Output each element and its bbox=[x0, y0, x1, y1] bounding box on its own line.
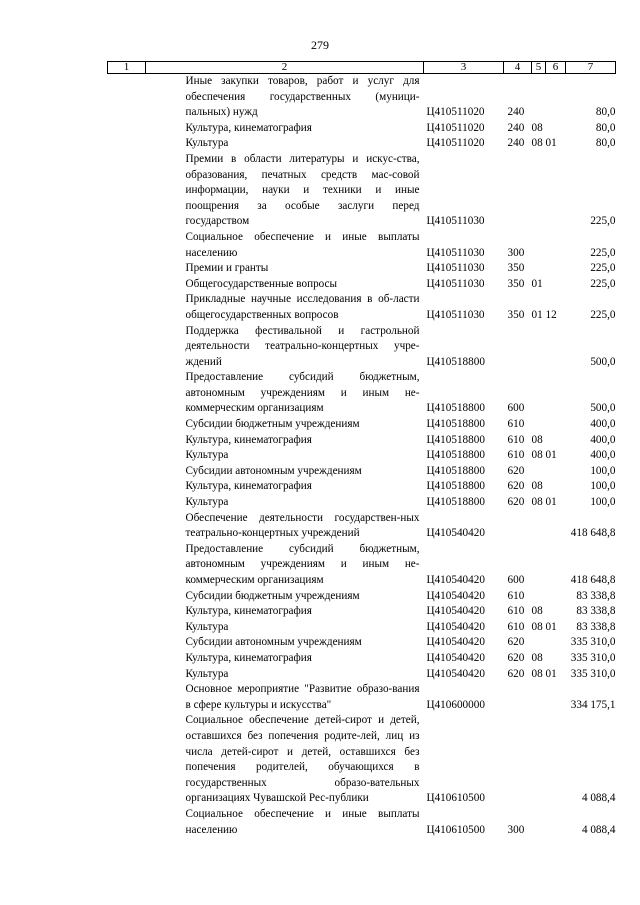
row-amount: 500,0 bbox=[590, 355, 616, 368]
row-col-1 bbox=[108, 807, 146, 838]
table-row bbox=[108, 74, 616, 121]
row-expense-type: 620 bbox=[507, 464, 525, 477]
row-expense-type bbox=[504, 682, 532, 713]
row-expense-type: 610 bbox=[507, 418, 525, 431]
header-col-1: 1 bbox=[108, 62, 146, 74]
header-col-2: 2 bbox=[146, 62, 424, 74]
table-row bbox=[108, 370, 616, 417]
row-code: Ц410518800 bbox=[426, 418, 485, 431]
row-expense-type: 350 bbox=[507, 277, 525, 290]
row-code: Ц410511030 bbox=[426, 262, 485, 275]
row-expense-type: 350 bbox=[507, 262, 525, 275]
row-section: 08 bbox=[531, 651, 543, 664]
table-row bbox=[108, 464, 616, 480]
table-row bbox=[108, 292, 616, 323]
row-code: Ц410540420 bbox=[426, 605, 485, 618]
row-amount: 80,0 bbox=[595, 121, 616, 134]
table-row bbox=[108, 230, 616, 261]
row-name: Субсидии автономным учреждениям bbox=[185, 464, 362, 477]
row-section bbox=[532, 152, 546, 230]
row-subsection bbox=[546, 604, 566, 620]
row-section bbox=[532, 635, 546, 651]
row-expense-type: 620 bbox=[507, 651, 525, 664]
row-name: Предоставление субсидий бюджетным, автономным учреждениям и иным не-коммерческим организациям bbox=[185, 371, 420, 415]
table-row bbox=[108, 495, 616, 511]
row-col-1 bbox=[108, 713, 146, 807]
row-subsection bbox=[546, 277, 566, 293]
row-section: 08 bbox=[531, 496, 543, 509]
row-col-1 bbox=[108, 542, 146, 589]
row-subsection: 01 bbox=[545, 667, 557, 680]
row-section: 01 bbox=[531, 308, 543, 321]
row-code: Ц410540420 bbox=[426, 527, 485, 540]
table-row bbox=[108, 511, 616, 542]
row-expense-type: 350 bbox=[507, 308, 525, 321]
header-row bbox=[108, 62, 616, 74]
table-row bbox=[108, 261, 616, 277]
row-expense-type: 300 bbox=[507, 246, 525, 259]
row-col-1 bbox=[108, 479, 146, 495]
header-col-7: 7 bbox=[566, 62, 616, 74]
row-section bbox=[532, 589, 546, 605]
row-code: Ц410511030 bbox=[426, 277, 485, 290]
row-expense-type: 240 bbox=[507, 121, 525, 134]
row-subsection bbox=[546, 479, 566, 495]
row-code: Ц410518800 bbox=[426, 449, 485, 462]
row-code: Ц410518800 bbox=[426, 480, 485, 493]
row-name: Социальное обеспечение детей-сирот и детей, оставшихся без попечения родите-лей, лиц из числа детей-сирот и детей, оставшихся без попечения родителей, обучающихся в государственных образо-вательных организациях Чувашской Рес-публики bbox=[185, 714, 420, 805]
row-name: Культура bbox=[185, 496, 229, 509]
row-code: Ц410518800 bbox=[426, 464, 485, 477]
table-row bbox=[108, 448, 616, 464]
row-subsection bbox=[546, 511, 566, 542]
table-row bbox=[108, 604, 616, 620]
row-section: 08 bbox=[531, 667, 543, 680]
row-section bbox=[532, 370, 546, 417]
table-row bbox=[108, 121, 616, 137]
row-subsection bbox=[546, 324, 566, 371]
table-row bbox=[108, 136, 616, 152]
row-subsection bbox=[546, 682, 566, 713]
row-name: Премии и гранты bbox=[185, 262, 269, 275]
row-section: 08 bbox=[531, 433, 543, 446]
row-amount: 400,0 bbox=[590, 449, 616, 462]
row-subsection bbox=[546, 713, 566, 807]
row-code: Ц410511020 bbox=[426, 106, 485, 119]
table-row bbox=[108, 713, 616, 807]
row-amount: 100,0 bbox=[590, 464, 616, 477]
row-col-1 bbox=[108, 74, 146, 121]
row-name: Культура, кинематография bbox=[185, 605, 312, 618]
row-code: Ц410518800 bbox=[426, 355, 485, 368]
page-number: 279 bbox=[311, 38, 329, 52]
row-amount: 83 338,8 bbox=[576, 605, 616, 618]
header-col-5: 5 bbox=[532, 62, 546, 74]
row-amount: 335 310,0 bbox=[570, 636, 616, 649]
row-col-1 bbox=[108, 370, 146, 417]
row-expense-type: 300 bbox=[507, 823, 525, 836]
row-code: Ц410511030 bbox=[426, 246, 485, 259]
row-subsection: 12 bbox=[545, 308, 557, 321]
row-expense-type: 600 bbox=[507, 402, 525, 415]
row-amount: 83 338,8 bbox=[576, 620, 616, 633]
row-expense-type: 620 bbox=[507, 667, 525, 680]
row-subsection: 01 bbox=[545, 620, 557, 633]
row-amount: 500,0 bbox=[590, 402, 616, 415]
row-code: Ц410518800 bbox=[426, 433, 485, 446]
row-col-1 bbox=[108, 495, 146, 511]
row-code: Ц410511020 bbox=[426, 121, 485, 134]
row-amount: 80,0 bbox=[595, 106, 616, 119]
row-name: Культура bbox=[185, 137, 229, 150]
row-expense-type: 240 bbox=[507, 137, 525, 150]
row-col-1 bbox=[108, 417, 146, 433]
row-name: Предоставление субсидий бюджетным, автономным учреждениям и иным не-коммерческим организациям bbox=[185, 542, 420, 586]
row-subsection bbox=[546, 542, 566, 589]
row-subsection bbox=[546, 807, 566, 838]
row-section bbox=[532, 807, 546, 838]
row-amount: 4 088,4 bbox=[581, 792, 616, 805]
row-amount: 400,0 bbox=[590, 433, 616, 446]
row-code: Ц410511030 bbox=[426, 215, 485, 228]
row-name: Культура bbox=[185, 667, 229, 680]
row-section bbox=[532, 511, 546, 542]
row-section bbox=[532, 261, 546, 277]
row-code: Ц410610500 bbox=[426, 823, 485, 836]
row-section bbox=[532, 230, 546, 261]
row-col-1 bbox=[108, 152, 146, 230]
row-amount: 335 310,0 bbox=[570, 667, 616, 680]
row-col-1 bbox=[108, 604, 146, 620]
table-row bbox=[108, 324, 616, 371]
row-expense-type bbox=[504, 152, 532, 230]
row-section: 08 bbox=[531, 137, 543, 150]
table-header bbox=[108, 62, 616, 74]
row-col-1 bbox=[108, 136, 146, 152]
row-name: Культура, кинематография bbox=[185, 651, 312, 664]
row-name: Социальное обеспечение и иные выплаты населению bbox=[185, 230, 420, 259]
row-subsection bbox=[546, 230, 566, 261]
row-name: Субсидии бюджетным учреждениям bbox=[185, 589, 360, 602]
row-name: Культура bbox=[185, 449, 229, 462]
row-amount: 100,0 bbox=[590, 496, 616, 509]
row-expense-type: 610 bbox=[507, 605, 525, 618]
row-expense-type: 620 bbox=[507, 480, 525, 493]
row-subsection: 01 bbox=[545, 449, 557, 462]
row-section bbox=[532, 542, 546, 589]
row-subsection bbox=[546, 152, 566, 230]
row-amount: 334 175,1 bbox=[570, 698, 616, 711]
row-col-1 bbox=[108, 261, 146, 277]
row-amount: 225,0 bbox=[590, 262, 616, 275]
row-code: Ц410540420 bbox=[426, 620, 485, 633]
row-subsection bbox=[546, 74, 566, 121]
row-expense-type: 610 bbox=[507, 589, 525, 602]
row-expense-type: 610 bbox=[507, 620, 525, 633]
row-amount: 225,0 bbox=[590, 246, 616, 259]
row-col-1 bbox=[108, 277, 146, 293]
row-col-1 bbox=[108, 121, 146, 137]
row-code: Ц410540420 bbox=[426, 589, 485, 602]
row-section bbox=[532, 464, 546, 480]
row-section bbox=[532, 74, 546, 121]
row-code: Ц410518800 bbox=[426, 402, 485, 415]
row-name: Общегосударственные вопросы bbox=[185, 277, 338, 290]
table-row bbox=[108, 589, 616, 605]
row-expense-type: 600 bbox=[507, 574, 525, 586]
row-name: Субсидии бюджетным учреждениям bbox=[185, 418, 360, 431]
row-amount: 418 648,8 bbox=[570, 574, 616, 586]
row-expense-type bbox=[504, 511, 532, 542]
row-amount: 418 648,8 bbox=[570, 527, 616, 540]
row-col-1 bbox=[108, 292, 146, 323]
header-col-3: 3 bbox=[424, 62, 504, 74]
row-code: Ц410540420 bbox=[426, 667, 485, 680]
row-col-1 bbox=[108, 635, 146, 651]
row-col-1 bbox=[108, 464, 146, 480]
table-row bbox=[108, 417, 616, 433]
row-name: Культура, кинематография bbox=[185, 480, 312, 493]
row-col-1 bbox=[108, 589, 146, 605]
row-col-1 bbox=[108, 433, 146, 449]
header-col-4: 4 bbox=[504, 62, 532, 74]
row-section: 08 bbox=[531, 620, 543, 633]
row-subsection bbox=[546, 651, 566, 667]
row-col-1 bbox=[108, 511, 146, 542]
row-section: 08 bbox=[531, 605, 543, 618]
row-section bbox=[532, 417, 546, 433]
table-row bbox=[108, 682, 616, 713]
row-section bbox=[532, 682, 546, 713]
row-code: Ц410540420 bbox=[426, 651, 485, 664]
table-row bbox=[108, 620, 616, 636]
row-col-1 bbox=[108, 324, 146, 371]
row-name: Основное мероприятие "Развитие образо-вания в сфере культуры и искусства" bbox=[185, 683, 420, 711]
row-expense-type: 610 bbox=[507, 433, 525, 446]
row-name: Культура, кинематография bbox=[185, 121, 312, 134]
row-col-1 bbox=[108, 682, 146, 713]
row-amount: 225,0 bbox=[590, 277, 616, 290]
row-subsection bbox=[546, 417, 566, 433]
table-row bbox=[108, 807, 616, 838]
table-row bbox=[108, 635, 616, 651]
row-section: 08 bbox=[531, 121, 543, 134]
row-expense-type bbox=[504, 324, 532, 371]
row-code: Ц410600000 bbox=[426, 698, 485, 711]
row-section bbox=[532, 713, 546, 807]
row-expense-type bbox=[504, 713, 532, 807]
row-section bbox=[532, 324, 546, 371]
row-code: Ц410511030 bbox=[426, 308, 485, 321]
row-col-1 bbox=[108, 620, 146, 636]
row-name: Социальное обеспечение и иные выплаты населению bbox=[185, 807, 420, 836]
row-name: Прикладные научные исследования в об-ласти общегосударственных вопросов bbox=[185, 293, 420, 321]
table-row bbox=[108, 667, 616, 683]
row-col-1 bbox=[108, 230, 146, 261]
row-subsection bbox=[546, 464, 566, 480]
row-name: Поддержка фестивальной и гастрольной деятельности театрально-концертных учре-ждений bbox=[185, 324, 420, 368]
row-amount: 335 310,0 bbox=[570, 651, 616, 664]
row-subsection bbox=[546, 589, 566, 605]
row-name: Премии в области литературы и искус-ства, образования, печатных средств мас-совой информации, науки и техники и иные поощрения за особые заслуги перед государством bbox=[185, 152, 420, 228]
table-row bbox=[108, 479, 616, 495]
row-amount: 83 338,8 bbox=[576, 589, 616, 602]
row-name: Культура, кинематография bbox=[185, 433, 312, 446]
row-expense-type: 610 bbox=[507, 449, 525, 462]
table-row bbox=[108, 152, 616, 230]
row-amount: 400,0 bbox=[590, 418, 616, 431]
row-name: Субсидии автономным учреждениям bbox=[185, 636, 362, 649]
row-amount: 225,0 bbox=[590, 308, 616, 321]
row-amount: 225,0 bbox=[590, 215, 616, 228]
row-col-1 bbox=[108, 667, 146, 683]
row-amount: 100,0 bbox=[590, 480, 616, 493]
row-name: Иные закупки товаров, работ и услуг для обеспечения государственных (муници-пальных) нужд bbox=[185, 75, 420, 119]
row-code: Ц410540420 bbox=[426, 636, 485, 649]
table-row bbox=[108, 651, 616, 667]
row-name: Обеспечение деятельности государствен-ных театрально-концертных учреждений bbox=[185, 511, 420, 540]
table-body bbox=[108, 74, 616, 839]
row-expense-type: 620 bbox=[507, 496, 525, 509]
budget-table bbox=[107, 61, 616, 838]
row-subsection bbox=[546, 261, 566, 277]
row-code: Ц410540420 bbox=[426, 574, 485, 586]
row-code: Ц410518800 bbox=[426, 496, 485, 509]
row-expense-type: 620 bbox=[507, 636, 525, 649]
row-subsection bbox=[546, 370, 566, 417]
row-code: Ц410511020 bbox=[426, 137, 485, 150]
header-col-6: 6 bbox=[546, 62, 566, 74]
row-section: 08 bbox=[531, 449, 543, 462]
row-code: Ц410610500 bbox=[426, 792, 485, 805]
row-section: 08 bbox=[531, 480, 543, 493]
row-subsection: 01 bbox=[545, 137, 557, 150]
row-subsection bbox=[546, 635, 566, 651]
row-amount: 80,0 bbox=[595, 137, 616, 150]
row-col-1 bbox=[108, 448, 146, 464]
table-row bbox=[108, 277, 616, 293]
table-row bbox=[108, 542, 616, 589]
row-section: 01 bbox=[531, 277, 543, 290]
row-subsection bbox=[546, 433, 566, 449]
row-name: Культура bbox=[185, 620, 229, 633]
row-col-1 bbox=[108, 651, 146, 667]
row-amount: 4 088,4 bbox=[581, 823, 616, 836]
row-subsection: 01 bbox=[545, 496, 557, 509]
row-expense-type: 240 bbox=[507, 106, 525, 119]
row-subsection bbox=[546, 121, 566, 137]
table-row bbox=[108, 433, 616, 449]
